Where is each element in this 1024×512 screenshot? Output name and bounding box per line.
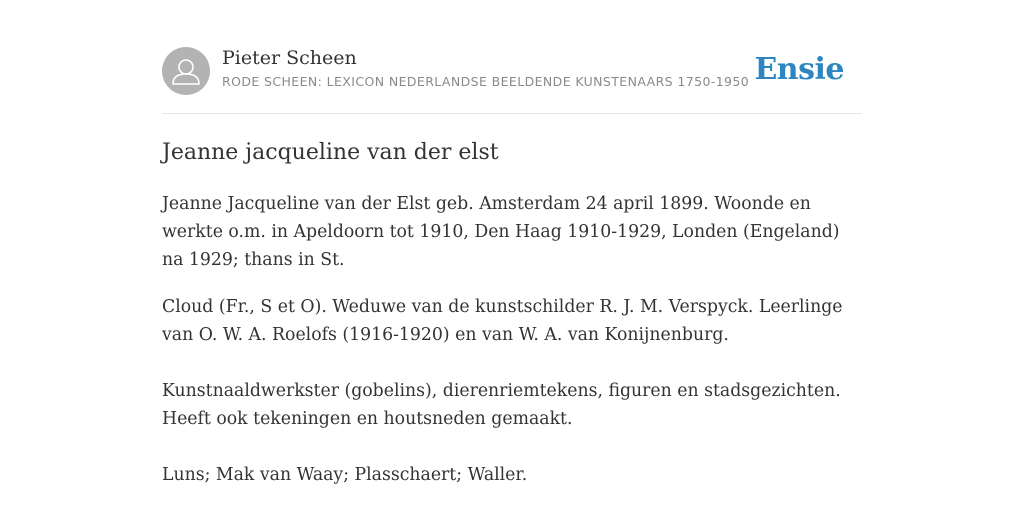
article-paragraph: Jeanne Jacqueline van der Elst geb. Amsterdam 24 april 1899. Woonde en werkte o.m. in Apeldoorn tot 1910, Den Haag 1910-1929, Londen (Engeland) na 1929; thans in St. xyxy=(162,194,840,270)
source-title[interactable]: RODE SCHEEN: LEXICON NEDERLANDSE BEELDENDE KUNSTENAARS 1750-1950 xyxy=(222,74,750,89)
paragraph-gap xyxy=(162,349,862,377)
article-body xyxy=(162,190,862,489)
ensie-logo[interactable]: Ensie xyxy=(754,52,844,87)
article-paragraph: Cloud (Fr., S et O). Weduwe van de kunstschilder R. J. M. Verspyck. Leerlinge van O. W. A. Roelofs (1916-1920) en van W. A. van Konijnenburg. xyxy=(162,297,843,345)
article-paragraph: Luns; Mak van Waay; Plasschaert; Waller. xyxy=(162,465,528,485)
article-paragraph: Kunstnaaldwerkster (gobelins), dierenriemtekens, figuren en stadsgezichten. Heeft ook tekeningen en houtsneden gemaakt. xyxy=(162,381,841,429)
header-divider xyxy=(162,113,862,114)
article-header xyxy=(162,46,862,96)
paragraph-gap xyxy=(162,433,862,461)
user-avatar-icon[interactable] xyxy=(162,47,210,95)
author-name[interactable]: Pieter Scheen xyxy=(222,47,357,69)
article-title: Jeanne jacqueline van der elst xyxy=(162,140,499,165)
